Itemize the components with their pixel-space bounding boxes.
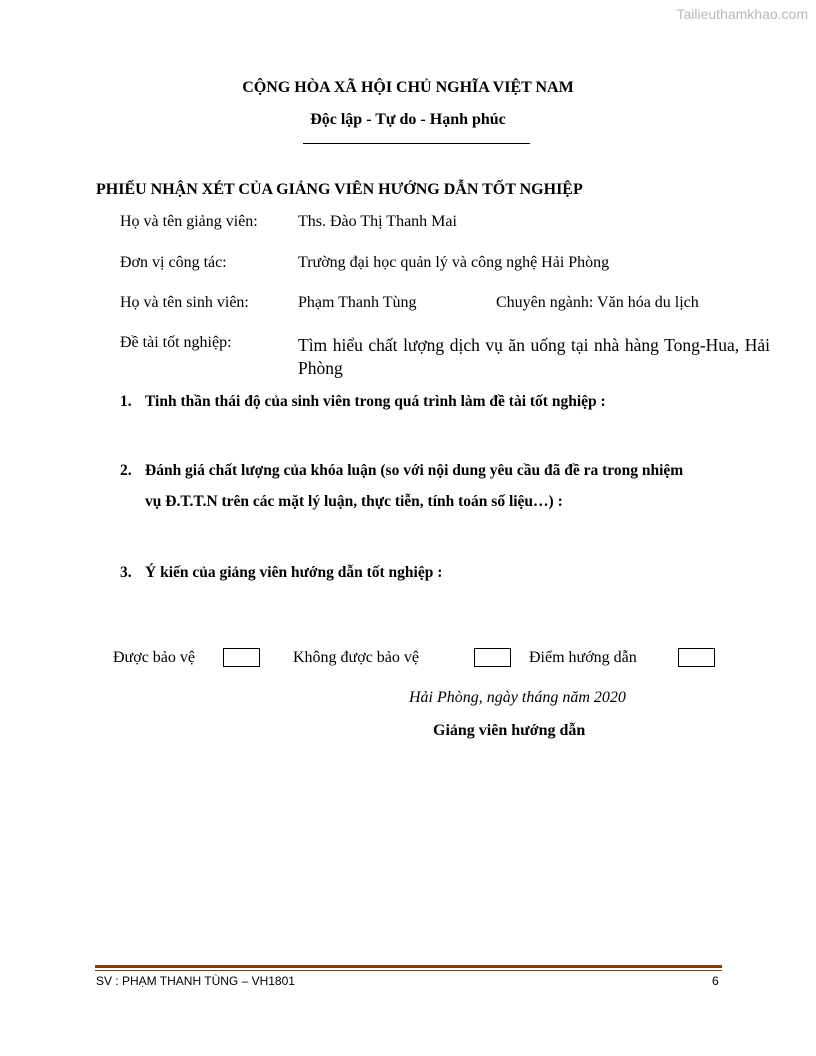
item-1-text: Tinh thần thái độ của sinh viên trong quá trình làm đề tài tốt nghiệp : [145,393,606,410]
national-motto: Độc lập - Tự do - Hạnh phúc [310,111,506,128]
field-value-lecturer: Ths. Đào Thị Thanh Mai [298,213,457,230]
footer-student: SV : PHẠM THANH TÙNG – VH1801 [96,974,295,988]
fail-checkbox[interactable] [474,648,511,667]
form-title: PHIẾU NHẬN XÉT CỦA GIẢNG VIÊN HƯỚNG DẪN TỐT NGHIỆP [96,181,583,198]
field-value-student: Phạm Thanh Tùng [298,294,417,311]
item-2-text-line2: vụ Đ.T.T.N trên các mặt lý luận, thực tiễn, tính toán số liệu…) : [145,493,563,510]
field-label-lecturer: Họ và tên giảng viên: [120,213,258,230]
score-box[interactable] [678,648,715,667]
item-2-text-line1: Đánh giá chất lượng của khóa luận (so với nội dung yêu cầu đã đề ra trong nhiệm [145,462,684,479]
footer-rule-thin [95,970,722,971]
pass-checkbox[interactable] [223,648,260,667]
field-label-workplace: Đơn vị công tác: [120,254,227,271]
item-3 [120,564,442,582]
motto-underline [303,143,530,144]
date-line: Hải Phòng, ngày tháng năm 2020 [409,689,626,706]
field-value-major: Chuyên ngành: Văn hóa du lịch [496,294,699,311]
signer-title: Giảng viên hướng dẫn [433,722,586,739]
item-3-number: 3. [120,564,132,581]
national-title: CỘNG HÒA XÃ HỘI CHỦ NGHĨA VIỆT NAM [242,79,574,96]
footer-rule [95,965,722,968]
item-2-number: 2. [120,462,132,479]
item-3-text: Ý kiến của giảng viên hướng dẫn tốt nghiệp : [145,564,443,581]
watermark: Tailieuthamkhao.com [676,6,808,22]
item-2 [120,462,683,480]
score-label: Điểm hướng dẫn [529,649,637,666]
pass-label: Được bảo vệ [113,649,195,666]
field-label-topic: Đề tài tốt nghiệp: [120,334,232,351]
fail-label: Không được bảo vệ [293,649,419,666]
field-label-student: Họ và tên sinh viên: [120,294,249,311]
page-number: 6 [712,974,719,988]
item-1-number: 1. [120,393,132,410]
item-1 [120,393,606,411]
field-value-topic: Tìm hiểu chất lượng dịch vụ ăn uống tại nhà hàng Tong-Hua, Hải Phòng [298,335,770,378]
field-value-workplace: Trường đại học quản lý và công nghệ Hải Phòng [298,254,610,271]
